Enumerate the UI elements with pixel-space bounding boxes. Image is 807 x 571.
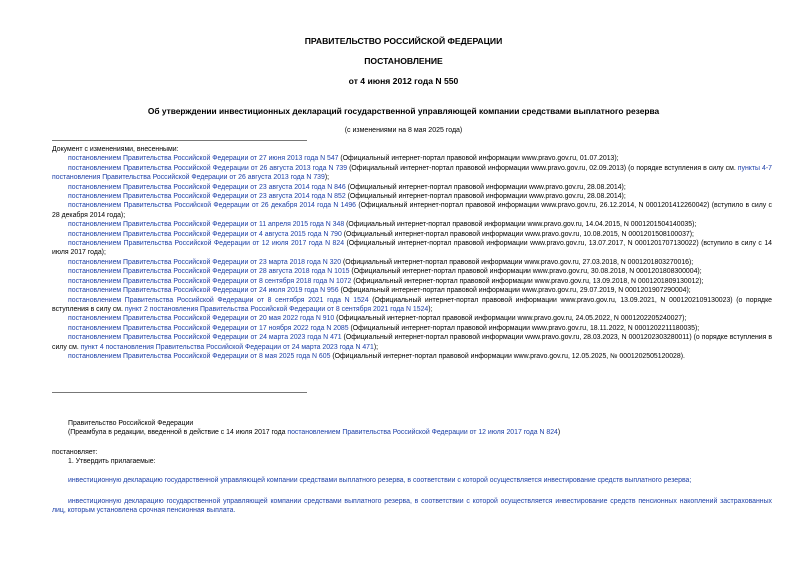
resolves-text: постановляет: [52, 449, 98, 456]
change-item: постановлением Правительства Российской Федерации от 24 марта 2023 года N 471 (Официальный интернет-портал правовой информации www.pravo.gov.ru, 28.03.2023, N 0001202303280011) (о порядке вступления в силу см. пункт 4 постановления Правительства Российской Федерации от 24 марта 2023 года N 471); [52, 334, 772, 351]
change-item: постановлением Правительства Российской Федерации от 17 ноября 2022 года N 2085 (Официальный интернет-портал правовой информации www.pravo.gov.ru, 18.11.2022, N 0001202211180035); [68, 324, 700, 332]
change-item: постановлением Правительства Российской Федерации от 8 мая 2025 года N 605 (Официальный интернет-портал правовой информации www.pravo.gov.ru, 12.05.2025, № 0001202505120028). [68, 352, 685, 360]
change-item: постановлением Правительства Российской Федерации от 28 августа 2018 года N 1015 (Официальный интернет-портал правовой информации www.pravo.gov.ru, 30.08.2018, N 0001201808300004); [68, 268, 702, 276]
change-link[interactable]: постановлением Правительства Российской Федерации от 26 декабря 2014 года N 1496 [68, 202, 357, 210]
point-1: 1. Утвердить прилагаемые: [68, 458, 156, 466]
change-link[interactable]: постановлением Правительства Российской Федерации от 28 августа 2018 года N 1015 [68, 268, 350, 276]
preamble [52, 419, 772, 438]
change-item: постановлением Правительства Российской Федерации от 24 июля 2019 года N 956 (Официальный интернет-портал правовой информации www.pravo.gov.ru, 29.07.2019, N 0001201907290004); [68, 287, 691, 295]
change-item: постановлением Правительства Российской Федерации от 26 декабря 2014 года N 1496 (Официальный интернет-портал правовой информации www.pravo.gov.ru, 26.12.2014, N 0001201412260042) (вступило в силу с 28 декабря 2014 года); [52, 202, 772, 219]
change-item: постановлением Правительства Российской Федерации от 23 марта 2018 года N 320 (Официальный интернет-портал правовой информации www.pravo.gov.ru, 27.03.2018, N 0001201803270016); [68, 258, 694, 266]
date-number-heading: от 4 июня 2012 года N 550 [348, 76, 459, 86]
change-item: постановлением Правительства Российской Федерации от 11 апреля 2015 года N 348 (Официальный интернет-портал правовой информации www.pravo.gov.ru, 14.04.2015, N 0001201504140035); [68, 221, 697, 229]
declaration-1 [52, 476, 772, 485]
change-item: постановлением Правительства Российской Федерации от 12 июля 2017 года N 824 (Официальный интернет-портал правовой информации www.pravo.gov.ru, 13.07.2017, N 0001201707130022) (вступило в силу с 14 июля 2017 года); [52, 240, 772, 257]
revision-note: (с изменениями на 8 мая 2025 года) [344, 127, 463, 134]
change-sublink[interactable]: пункты 4-7 постановления Правительства Российской Федерации от 26 августа 2013 года N 739 [52, 164, 772, 182]
change-link[interactable]: постановлением Правительства Российской Федерации от 8 сентября 2021 года N 1524 [68, 296, 369, 304]
top-divider [52, 140, 307, 141]
change-item: постановлением Правительства Российской Федерации от 27 июня 2013 года N 547 (Официальный интернет-портал правовой информации www.pravo.gov.ru, 01.07.2013); [68, 155, 619, 163]
preamble-line: Правительство Российской Федерации [68, 420, 194, 427]
change-item: постановлением Правительства Российской Федерации от 4 августа 2015 года N 790 (Официальный интернет-портал правовой информации www.pravo.gov.ru, 10.08.2015, N 0001201508100037); [68, 230, 694, 238]
change-link[interactable]: постановлением Правительства Российской Федерации от 8 мая 2025 года N 605 [68, 352, 331, 360]
declaration-2 [52, 497, 772, 516]
resolution-body [52, 448, 772, 467]
change-link[interactable]: постановлением Правительства Российской Федерации от 23 августа 2014 года N 846 [68, 183, 346, 191]
change-link[interactable]: постановлением Правительства Российской Федерации от 23 августа 2014 года N 852 [68, 193, 346, 201]
change-item: постановлением Правительства Российской Федерации от 8 сентября 2018 года N 1072 (Официальный интернет-портал правовой информации www.pravo.gov.ru, 13.09.2018, N 0001201809130012); [68, 277, 704, 285]
change-link[interactable]: постановлением Правительства Российской Федерации от 27 июня 2013 года N 547 [68, 155, 339, 163]
change-link[interactable]: постановлением Правительства Российской Федерации от 23 марта 2018 года N 320 [68, 258, 342, 266]
changes-list [52, 145, 772, 361]
change-link[interactable]: постановлением Правительства Российской Федерации от 11 апреля 2015 года N 348 [68, 221, 345, 229]
changes-intro: Документ с изменениями, внесенными: [52, 146, 179, 153]
doc-type-heading: ПОСТАНОВЛЕНИЕ [364, 56, 443, 66]
change-item: постановлением Правительства Российской Федерации от 8 сентября 2021 года N 1524 (Официальный интернет-портал правовой информации www.pravo.gov.ru, 13.09.2021, N 0001202109130023) (о порядке вступления в силу см. пункт 2 постановления Правительства Российской Федерации от 8 сентября 2021 года N 1524); [52, 296, 772, 313]
change-link[interactable]: постановлением Правительства Российской Федерации от 20 мая 2022 года N 910 [68, 315, 335, 323]
change-item: постановлением Правительства Российской Федерации от 20 мая 2022 года N 910 (Официальный интернет-портал правовой информации www.pravo.gov.ru, 24.05.2022, N 0001202205240027); [68, 315, 687, 323]
change-link[interactable]: постановлением Правительства Российской Федерации от 26 августа 2013 года N 739 [68, 164, 348, 172]
change-link[interactable]: постановлением Правительства Российской Федерации от 8 сентября 2018 года N 1072 [68, 277, 352, 285]
change-link[interactable]: постановлением Правительства Российской Федерации от 24 марта 2023 года N 471 [68, 334, 342, 342]
government-heading: ПРАВИТЕЛЬСТВО РОССИЙСКОЙ ФЕДЕРАЦИИ [304, 36, 503, 46]
change-sublink[interactable]: пункт 4 постановления Правительства Российской Федерации от 24 марта 2023 года N 471 [80, 343, 374, 351]
change-sublink[interactable]: пункт 2 постановления Правительства Российской Федерации от 8 сентября 2021 года N 1524 [124, 305, 429, 313]
preamble-note: (Преамбула в редакции, введенной в действие с 14 июля 2017 года постановлением Правительства Российской Федерации от 12 июля 2017 года N 824) [68, 429, 561, 437]
change-link[interactable]: постановлением Правительства Российской Федерации от 12 июля 2017 года N 824 [68, 240, 345, 248]
bottom-divider [52, 392, 307, 393]
change-item: постановлением Правительства Российской Федерации от 23 августа 2014 года N 846 (Официальный интернет-портал правовой информации www.pravo.gov.ru, 28.08.2014); [68, 183, 626, 191]
change-link[interactable]: постановлением Правительства Российской Федерации от 17 ноября 2022 года N 2085 [68, 324, 349, 332]
change-link[interactable]: постановлением Правительства Российской Федерации от 24 июля 2019 года N 956 [68, 287, 339, 295]
declaration-1-link[interactable]: инвестиционную декларацию государственной управляющей компании средствами выплатного резерва, в соответствии с которой осуществляется инвестирование средств выплатного резерва; [68, 477, 692, 484]
declaration-2-link[interactable]: инвестиционную декларацию государственной управляющей компании средствами выплатного резерва, в соответствии с которой осуществляется инвестирование средств пенсионных накоплений застрахованных лиц, которым установлена срочная пенсионная выплата. [52, 498, 772, 515]
change-item: постановлением Правительства Российской Федерации от 26 августа 2013 года N 739 (Официальный интернет-портал правовой информации www.pravo.gov.ru, 02.09.2013) (о порядке вступления в силу см. пункты 4-7 постановления Правительства Российской Федерации от 26 августа 2013 года N 739); [52, 164, 772, 182]
preamble-link[interactable]: постановлением Правительства Российской Федерации от 12 июля 2017 года N 824 [287, 429, 558, 437]
change-item: постановлением Правительства Российской Федерации от 23 августа 2014 года N 852 (Официальный интернет-портал правовой информации www.pravo.gov.ru, 28.08.2014); [68, 193, 626, 201]
change-link[interactable]: постановлением Правительства Российской Федерации от 4 августа 2015 года N 790 [68, 230, 342, 238]
document-title: Об утверждении инвестиционных деклараций государственной управляющей компании средствами выплатного резерва [147, 106, 660, 116]
